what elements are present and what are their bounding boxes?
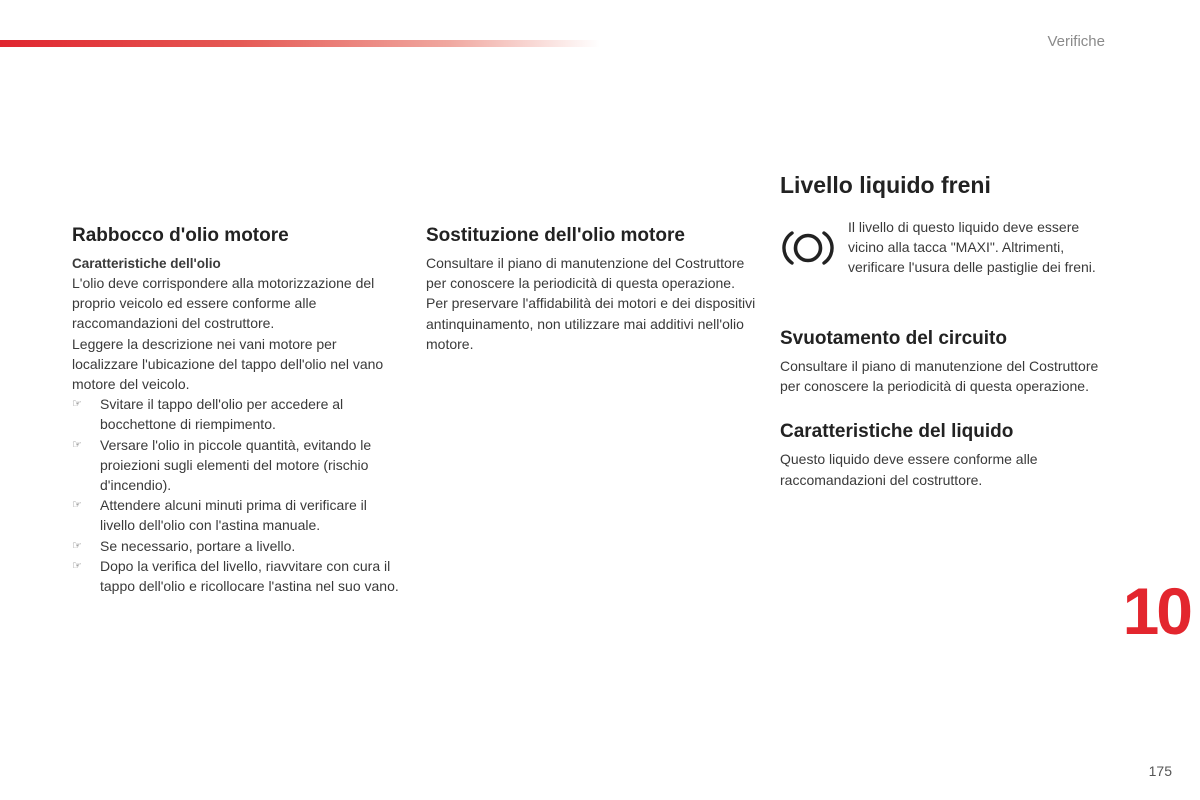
pointing-hand-icon: ☞: [72, 398, 82, 411]
oil-steps-list: [72, 394, 402, 596]
brake-fluid-section: [780, 172, 1110, 490]
oil-topup-heading: Rabbocco d'olio motore: [72, 225, 289, 246]
oil-characteristics-subheading: Caratteristiche dell'olio: [72, 256, 221, 271]
page-number: 175: [1148, 763, 1172, 779]
fluid-characteristics-section: [780, 421, 1110, 489]
circuit-drain-heading: Svuotamento del circuito: [780, 328, 1007, 349]
chapter-number: 10: [1122, 574, 1190, 648]
list-item: ☞ Attendere alcuni minuti prima di verificare il livello dell'olio con l'astina manuale.: [72, 497, 367, 534]
pointing-hand-icon: ☞: [72, 499, 82, 512]
circuit-drain-section: [780, 328, 1110, 396]
oil-change-section: [426, 225, 756, 354]
oil-topup-section: [72, 225, 402, 596]
fluid-characteristics-text: Questo liquido deve essere conforme alle raccomandazioni del costruttore.: [780, 451, 1038, 488]
fluid-characteristics-heading: Caratteristiche del liquido: [780, 421, 1014, 443]
oil-change-paragraph-2: Per preservare l'affidabilità dei motori e dei dispositivi antinquinamento, non utilizzare mai additivi nell'olio motore.: [426, 295, 756, 352]
oil-change-paragraph-1: Consultare il piano di manutenzione del Costruttore per conoscere la periodicità di questa operazione.: [426, 255, 745, 292]
pointing-hand-icon: ☞: [72, 559, 82, 572]
pointing-hand-icon: ☞: [72, 438, 82, 451]
brake-warning-row: [780, 217, 1110, 303]
list-item: ☞ Svitare il tappo dell'olio per accedere al bocchettone di riempimento.: [72, 396, 344, 433]
brake-fluid-heading: Livello liquido freni: [780, 172, 991, 198]
circuit-drain-text: Consultare il piano di manutenzione del Costruttore per conoscere la periodicità di questa operazione.: [780, 358, 1099, 395]
list-item: ☞ Versare l'olio in piccole quantità, evitando le proiezioni sugli elementi del motore (rischio d'incendio).: [72, 436, 372, 494]
list-item: ☞ Se necessario, portare a livello.: [72, 536, 402, 556]
oil-paragraph-1: L'olio deve corrispondere alla motorizzazione del proprio veicolo ed essere conforme alle raccomandazioni del costruttore.: [72, 275, 375, 332]
oil-change-heading: Sostituzione dell'olio motore: [426, 225, 685, 246]
brake-warning-icon: [780, 227, 836, 269]
list-item: ☞ Dopo la verifica del livello, riavvitare con cura il tappo dell'olio e ricollocare l'astina nel suo vano.: [72, 557, 399, 595]
section-title: Verifiche: [1047, 33, 1105, 50]
pointing-hand-icon: ☞: [72, 539, 82, 552]
header-accent-bar: [0, 40, 600, 47]
oil-paragraph-2: Leggere la descrizione nei vani motore per localizzare l'ubicazione del tappo dell'olio nel vano motore del veicolo.: [72, 335, 384, 393]
brake-warning-text: Il livello di questo liquido deve essere vicino alla tacca "MAXI". Altrimenti, verificare l'usura delle pastiglie dei freni.: [848, 219, 1096, 276]
